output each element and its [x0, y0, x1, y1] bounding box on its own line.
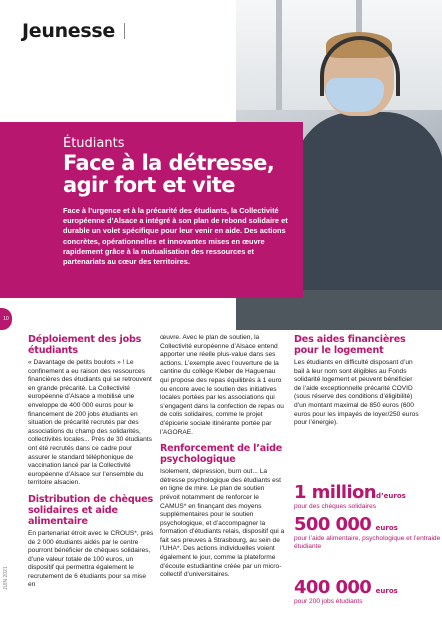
hero-kicker: Étudiants: [63, 136, 125, 151]
heading-housing: Des aides financières pour le logement: [294, 334, 406, 356]
stat-number: 500 000: [294, 514, 372, 535]
hero-intro: Face à l’urgence et à la précarité des étudiants, la Collectivité européenne d’Alsace a intégré à son plan de rebond solidaire et durable un volet spécifique pour leur venir en aide. Des actions concrètes, opérationnelles et innovantes mises en œuvre rapidement grâce à la mutualisation des ressources et partenariats au cœur des territoires.: [63, 206, 288, 267]
heading-cheques: Distribution de chèques solidaires et aide alimentaire: [28, 493, 153, 527]
article-column-1: [28, 334, 154, 596]
stat-number: 400 000: [294, 577, 372, 598]
photo-mullion: [276, 0, 282, 110]
stat-description: pour l’aide alimentaire, psychologique et l’entraide étudiante: [294, 535, 441, 551]
heading-psychological-aid: Renforcement de l’aide psychologique: [160, 443, 283, 466]
paragraph-cheques: En partenariat étroit avec le CROUS*, près de 2 000 étudiants aidés par le centre pourront bénéficier de chèques solidaires, d’une valeur totale de 100 euros, un dispositif qui permettra également le recrutement de 6 étudiants pour sa mise en: [28, 529, 154, 589]
stat-description: pour 200 jobs étudiants: [294, 598, 363, 605]
article-column-2: [160, 334, 286, 586]
stat-cheques: [294, 482, 406, 511]
heading-jobs: Déploiement des jobs étudiants: [28, 334, 142, 356]
section-title: Jeunesse: [22, 20, 115, 42]
stat-description: pour des chèques solidaires: [294, 503, 377, 510]
section-divider: [124, 23, 125, 39]
issue-date: JUIN 2021: [3, 566, 9, 590]
hero-headline: Face à la détresse, agir fort et vite: [63, 151, 275, 197]
paragraph-psychological-aid: Isolement, dépression, burn out... La détresse psychologique des étudiants est en ligne de mire. Le plan de soutien prévoit notamment de renforcer le CAMUS* en finançant des moyens supplémentaires pour le soutien psychologique, et d’accompagner la formation d’étudiants relais, dispositif qui a fait ses preuves à Strasbourg, au sein de l’UHA*. Des actions individuelles voient également le jour, comme la plateforme d’écoute estudiantine créée par un micro-collectif d’universitaires.: [160, 468, 285, 579]
stat-unit: euros: [375, 587, 398, 595]
stat-food-aid: [294, 514, 442, 552]
page-number: 10: [3, 316, 9, 322]
paragraph-jobs: « Davantage de petits boulots » ! Le confinement a eu raison des ressources financières des étudiants qui se retrouvent en grande précarité. La Collectivité européenne d’Alsace a mobilisé une enveloppe de 400 000 euros pour le financement de 200 jobs étudiants en situation de précarité recrutés par des associations du champ des solidarités, collectivités locales... Près de 30 étudiants ont été recrutés dans ce cadre pour assurer le standard téléphonique de vaccination lancé par la Collectivité européenne d’Alsace sur l’ensemble du territoire alsacien.: [28, 359, 152, 487]
page-number-tab: [0, 308, 12, 330]
stat-unit: euros: [375, 524, 398, 532]
section-header: [22, 16, 125, 46]
stat-number: 1 million: [294, 482, 377, 503]
paragraph-housing: Les étudiants en difficulté disposant d’un bail à leur nom sont éligibles au Fonds solidarité logement et peuvent bénéficier de l’aide exceptionnelle précarité COVID (sous réserve des conditions d’éligibilité) d’un montant maximal de 850 euros (600 euros pour les impayés de loyer/250 euros pour l’énergie).: [294, 359, 419, 427]
article-column-3: [294, 334, 420, 434]
stat-unit: d’euros: [376, 492, 406, 500]
stat-jobs: [294, 577, 398, 606]
paragraph-cheques-continued: œuvre. Avec le plan de soutien, la Collectivité européenne d’Alsace entend apporter une réelle plus-value dans ses actions. L’exemple avec l’ouverture de la cantine du collège Kleber de Haguenau qui propose des repas équilibrés à 1 euro ou encore avec le soutien des initiatives locales portées par les associations qui s’engagent dans la confection de repas ou de colis solidaires, comme le projet d’épicerie sociale itinérante portée par l’AGORAE.: [160, 334, 284, 436]
